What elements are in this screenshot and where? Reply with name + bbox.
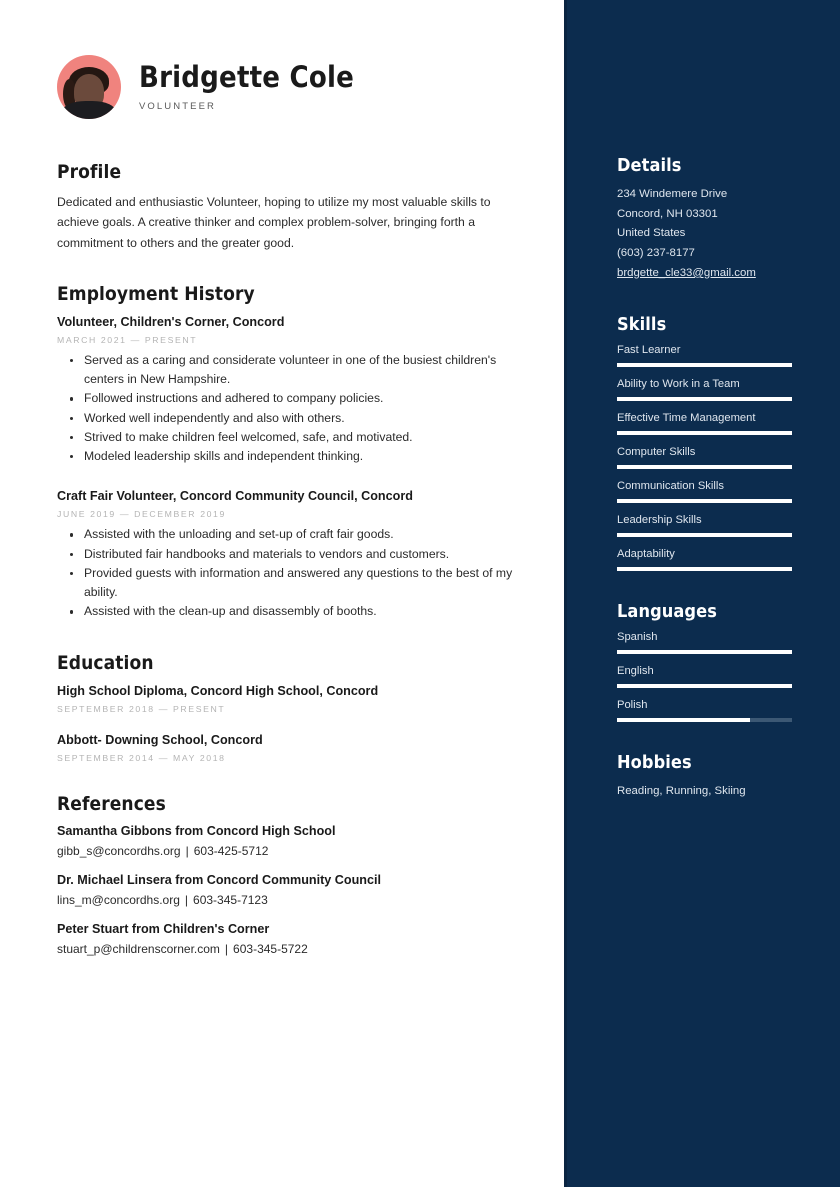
skill-bar-fill: [617, 431, 792, 435]
employment-entry: [57, 488, 534, 621]
list-item: Distributed fair handbooks and materials to vendors and customers.: [59, 545, 534, 564]
reference-contact: [57, 893, 534, 907]
profile-heading: Profile: [57, 161, 122, 183]
employment-entry-date: JUNE 2019 — DECEMBER 2019: [57, 509, 226, 520]
education-section: [57, 652, 534, 763]
education-entry-date: SEPTEMBER 2018 — PRESENT: [57, 703, 226, 714]
skill-bar-track: [617, 533, 792, 537]
references-section: [57, 793, 534, 956]
employment-entry-bullets: [59, 351, 534, 467]
language-label: Polish: [617, 698, 648, 711]
education-entry-title: Abbott- Downing School, Concord: [57, 732, 263, 747]
language-bar-fill: [617, 684, 792, 688]
list-item: Modeled leadership skills and independent thinking.: [59, 447, 534, 466]
employment-entry: [57, 314, 534, 467]
skill-bar-fill: [617, 465, 792, 469]
reference-phone: 603-425-5712: [193, 843, 269, 858]
skills-section: [617, 314, 792, 571]
reference-email: gibb_s@concordhs.org: [57, 843, 181, 858]
skill-label: Communication Skills: [617, 479, 724, 492]
hobbies-text: Reading, Running, Skiing: [617, 784, 746, 797]
detail-phone: (603) 237-8177: [617, 247, 695, 260]
education-entry: [57, 732, 534, 763]
reference-email: lins_m@concordhs.org: [57, 892, 180, 907]
skill-bar-track: [617, 567, 792, 571]
employment-heading: Employment History: [57, 282, 255, 305]
language-label: English: [617, 664, 654, 677]
sidebar: [564, 0, 840, 1187]
page-title: Bridgette Cole: [139, 60, 354, 95]
hobbies-section: [617, 752, 792, 800]
skill-item: [617, 344, 792, 367]
reference-entry: [57, 922, 534, 956]
list-item: Provided guests with information and answered any questions to the best of my ability.: [59, 564, 534, 603]
reference-name: Samantha Gibbons from Concord High School: [57, 823, 336, 838]
resume-header: [57, 55, 534, 119]
reference-entry: [57, 824, 534, 858]
skill-bar-fill: [617, 567, 792, 571]
education-entry: [57, 683, 534, 714]
skill-item: [617, 378, 792, 401]
skill-item: [617, 412, 792, 435]
skill-item: [617, 548, 792, 571]
reference-entry: [57, 873, 534, 907]
language-item: [617, 665, 792, 688]
skill-bar-track: [617, 363, 792, 367]
skill-bar-track: [617, 431, 792, 435]
skill-label: Ability to Work in a Team: [617, 377, 740, 390]
skill-label: Leadership Skills: [617, 513, 702, 526]
languages-heading: Languages: [617, 600, 717, 622]
skill-bar-fill: [617, 533, 792, 537]
employment-section: [57, 283, 534, 622]
skill-bar-track: [617, 465, 792, 469]
language-bar-track: [617, 684, 792, 688]
reference-phone: 603-345-5722: [233, 941, 308, 956]
details-section: [617, 155, 792, 284]
detail-address-street: 234 Windemere Drive: [617, 188, 728, 200]
list-item: Assisted with the clean-up and disassembly of booths.: [59, 602, 534, 621]
language-label: Spanish: [617, 630, 658, 643]
language-item: [617, 631, 792, 654]
skill-bar-track: [617, 499, 792, 503]
reference-separator: |: [185, 843, 189, 858]
detail-email-link[interactable]: brdgette_cle33@gmail.com: [617, 266, 756, 279]
list-item: Followed instructions and adhered to company policies.: [59, 389, 534, 408]
education-entry-title: High School Diploma, Concord High School, Concord: [57, 683, 379, 698]
skill-bar-fill: [617, 499, 792, 503]
employment-entry-title: Craft Fair Volunteer, Concord Community Council, Concord: [57, 489, 413, 504]
hobbies-heading: Hobbies: [617, 751, 692, 773]
list-item: Strived to make children feel welcomed, safe, and motivated.: [59, 428, 534, 447]
skill-label: Adaptability: [617, 547, 675, 560]
reference-separator: |: [184, 892, 189, 907]
skill-item: [617, 446, 792, 469]
skill-item: [617, 514, 792, 537]
languages-section: [617, 601, 792, 722]
skill-label: Fast Learner: [617, 343, 681, 356]
profile-text: Dedicated and enthusiastic Volunteer, hoping to utilize my most valuable skills to achieve goals. A creative thinker and complex problem-solver, bringing forth a commitment to others and the greater good.: [57, 195, 491, 250]
education-entry-date: SEPTEMBER 2014 — MAY 2018: [57, 752, 226, 763]
job-title: VOLUNTEER: [139, 100, 216, 112]
language-bar-fill: [617, 718, 750, 722]
list-item: Worked well independently and also with others.: [59, 409, 534, 428]
language-bar-track: [617, 718, 792, 722]
language-bar-track: [617, 650, 792, 654]
employment-entry-title: Volunteer, Children's Corner, Concord: [57, 314, 285, 329]
reference-separator: |: [224, 941, 229, 956]
list-item: Served as a caring and considerate volunteer in one of the busiest children's centers in New Hampshire.: [59, 351, 534, 390]
reference-contact: [57, 942, 534, 956]
language-item: [617, 699, 792, 722]
language-bar-fill: [617, 650, 792, 654]
reference-email: stuart_p@childrenscorner.com: [57, 941, 220, 956]
reference-contact: [57, 844, 534, 858]
profile-section: [57, 161, 534, 253]
references-heading: References: [57, 792, 166, 815]
skill-bar-fill: [617, 397, 792, 401]
avatar: [57, 55, 121, 119]
skill-bar-track: [617, 397, 792, 401]
header-text: [139, 62, 354, 112]
reference-name: Dr. Michael Linsera from Concord Community Council: [57, 872, 381, 887]
detail-address-country: United States: [617, 227, 686, 240]
employment-entry-date: MARCH 2021 — PRESENT: [57, 334, 198, 345]
details-heading: Details: [617, 155, 682, 176]
avatar-body: [62, 101, 116, 119]
education-heading: Education: [57, 651, 154, 674]
list-item: Assisted with the unloading and set-up of craft fair goods.: [59, 525, 534, 544]
skill-bar-fill: [617, 363, 792, 367]
employment-entry-bullets: [59, 525, 534, 621]
reference-name: Peter Stuart from Children's Corner: [57, 921, 270, 936]
skill-label: Effective Time Management: [617, 411, 756, 424]
skill-label: Computer Skills: [617, 445, 696, 458]
skill-item: [617, 480, 792, 503]
detail-address-city: Concord, NH 03301: [617, 207, 718, 220]
reference-phone: 603-345-7123: [193, 892, 268, 907]
skills-heading: Skills: [617, 313, 667, 335]
